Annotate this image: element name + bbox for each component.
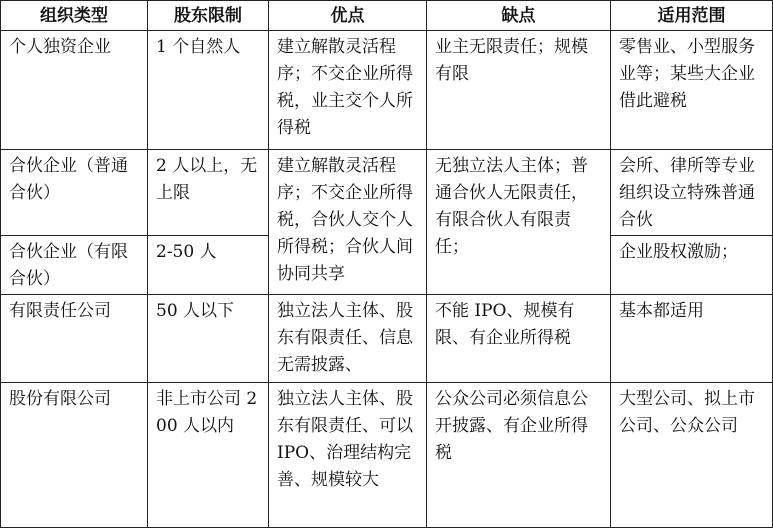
cell-pros: 建立解散灵活程序；不交企业所得税，业主交个人所得税 xyxy=(269,31,427,150)
header-pros: 优点 xyxy=(269,1,427,31)
cell-cons: 业主无限责任；规模有限 xyxy=(427,31,611,150)
cell-shareholder-limit: 2-50 人 xyxy=(148,236,269,295)
cell-org-type: 合伙企业（普通合伙） xyxy=(1,150,148,236)
cell-cons: 不能 IPO、规模有限、有企业所得税 xyxy=(427,295,611,383)
table-row xyxy=(1,295,773,383)
cell-scope: 企业股权激励； xyxy=(611,236,773,295)
header-org-type: 组织类型 xyxy=(1,1,148,31)
header-cons: 缺点 xyxy=(427,1,611,31)
cell-org-type: 有限责任公司 xyxy=(1,295,148,383)
cell-scope: 大型公司、拟上市公司、公众公司 xyxy=(611,383,773,528)
cell-pros: 独立法人主体、股东有限责任、可以 IPO、治理结构完善、规模较大 xyxy=(269,383,427,528)
cell-shareholder-limit: 1 个自然人 xyxy=(148,31,269,150)
cell-org-type: 合伙企业（有限合伙） xyxy=(1,236,148,295)
cell-shareholder-limit: 2 人以上，无上限 xyxy=(148,150,269,236)
cell-scope: 会所、律所等专业组织设立特殊普通合伙 xyxy=(611,150,773,236)
cell-scope: 零售业、小型服务业等；某些大企业借此避税 xyxy=(611,31,773,150)
cell-org-type: 个人独资企业 xyxy=(1,31,148,150)
cell-org-type: 股份有限公司 xyxy=(1,383,148,528)
header-shareholder-limit: 股东限制 xyxy=(148,1,269,31)
cell-scope: 基本都适用 xyxy=(611,295,773,383)
cell-cons: 公众公司必须信息公开披露、有企业所得税 xyxy=(427,383,611,528)
header-scope: 适用范围 xyxy=(611,1,773,31)
cell-shareholder-limit: 非上市公司 200 人以内 xyxy=(148,383,269,528)
cell-shareholder-limit: 50 人以下 xyxy=(148,295,269,383)
cell-pros: 独立法人主体、股东有限责任、信息无需披露、 xyxy=(269,295,427,383)
table-row xyxy=(1,31,773,150)
cell-cons: 无独立法人主体；普通合伙人无限责任，有限合伙人有限责任； xyxy=(427,150,611,295)
cell-pros: 建立解散灵活程序；不交企业所得税，合伙人交个人所得税；合伙人间协同共享 xyxy=(269,150,427,295)
table-row xyxy=(1,383,773,528)
header-row xyxy=(1,1,773,31)
table-row xyxy=(1,150,773,236)
